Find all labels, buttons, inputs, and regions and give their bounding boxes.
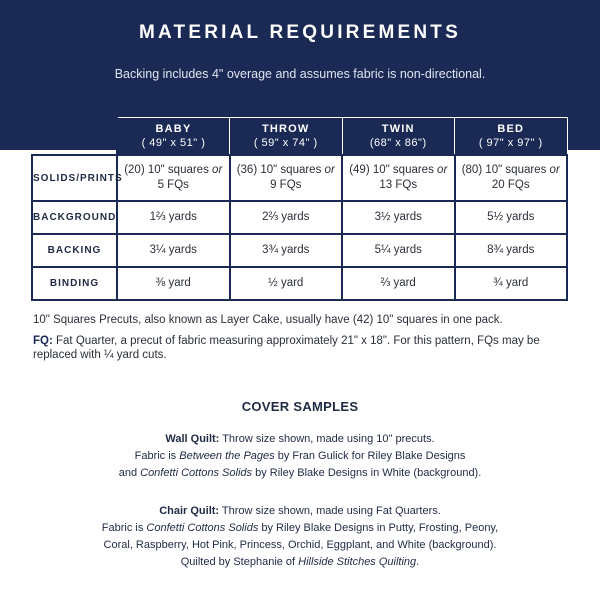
column-name: THROW [261, 123, 310, 135]
column-name: TWIN [381, 123, 415, 135]
fq-label: FQ: [33, 335, 53, 347]
table-cell: (20) 10" squares or 5 FQs [117, 155, 230, 201]
row-label-backing: BACKING [32, 234, 117, 267]
material-requirements-table [31, 117, 568, 301]
column-header-throw [230, 118, 343, 156]
precuts-note: 10" Squares Precuts, also known as Layer Cake, usually have (42) 10" squares in one pack. [33, 314, 503, 326]
row-label-solids: SOLIDS/PRINTS [32, 155, 117, 201]
table-cell: (36) 10" squares or 9 FQs [230, 155, 343, 201]
table-cell: 3¾ yards [230, 234, 343, 267]
table-row-backing [32, 234, 567, 267]
table-row-background [32, 201, 567, 234]
column-name: BED [497, 123, 525, 135]
table-cell: 5½ yards [455, 201, 568, 234]
table-cell: 1⅔ yards [117, 201, 230, 234]
table-cell: 3½ yards [342, 201, 455, 234]
cover-samples-title: COVER SAMPLES [241, 399, 359, 414]
column-dims: (68" x 86") [369, 137, 427, 149]
table-corner [32, 118, 117, 156]
table-cell: 2⅔ yards [230, 201, 343, 234]
page-title: MATERIAL REQUIREMENTS [139, 22, 461, 43]
table-row-binding [32, 267, 567, 300]
fq-text: Fat Quarter, a precut of fabric measuring approximately 21" x 18". For this pattern, FQs may be replaced with ¼ yard cuts. [33, 335, 540, 361]
notes-section [33, 313, 573, 369]
column-dims: ( 59" x 74" ) [253, 137, 318, 149]
table-cell: ⅔ yard [342, 267, 455, 300]
table-cell: (49) 10" squares or 13 FQs [342, 155, 455, 201]
table-cell: 3¼ yards [117, 234, 230, 267]
column-name: BABY [155, 123, 192, 135]
table-cell: 8¾ yards [455, 234, 568, 267]
fq-note [33, 334, 573, 362]
column-dims: ( 97" x 97" ) [478, 137, 543, 149]
column-dims: ( 49" x 51" ) [141, 137, 206, 149]
table-cell: (80) 10" squares or 20 FQs [455, 155, 568, 201]
table-cell: 5¼ yards [342, 234, 455, 267]
table-cell: ¾ yard [455, 267, 568, 300]
table-row-solids [32, 155, 567, 201]
column-header-twin [342, 118, 455, 156]
row-label-background: BACKGROUND [32, 201, 117, 234]
column-header-baby [117, 118, 230, 156]
column-header-bed [455, 118, 568, 156]
wall-quilt-description: Wall Quilt: Throw size shown, made using 10" precuts. Fabric is Between the Pages by Fran Gulick for Riley Blake Designs and Confetti Cottons Solids by Riley Blake Designs in White (background). [118, 433, 482, 479]
table-cell: ⅜ yard [117, 267, 230, 300]
page-subtitle: Backing includes 4" overage and assumes fabric is non-directional. [114, 67, 486, 81]
table-header-row [32, 118, 567, 156]
chair-quilt-description: Chair Quilt: Throw size shown, made using Fat Quarters. Fabric is Confetti Cottons Solids by Riley Blake Designs in Putty, Frosting, Peony, Coral, Raspberry, Hot Pink, Princess, Orchid, Eggplant, and White (background). Quilted by Stephanie of Hillside Stitches Quilting. [101, 505, 499, 568]
table-cell: ½ yard [230, 267, 343, 300]
row-label-binding: BINDING [32, 267, 117, 300]
